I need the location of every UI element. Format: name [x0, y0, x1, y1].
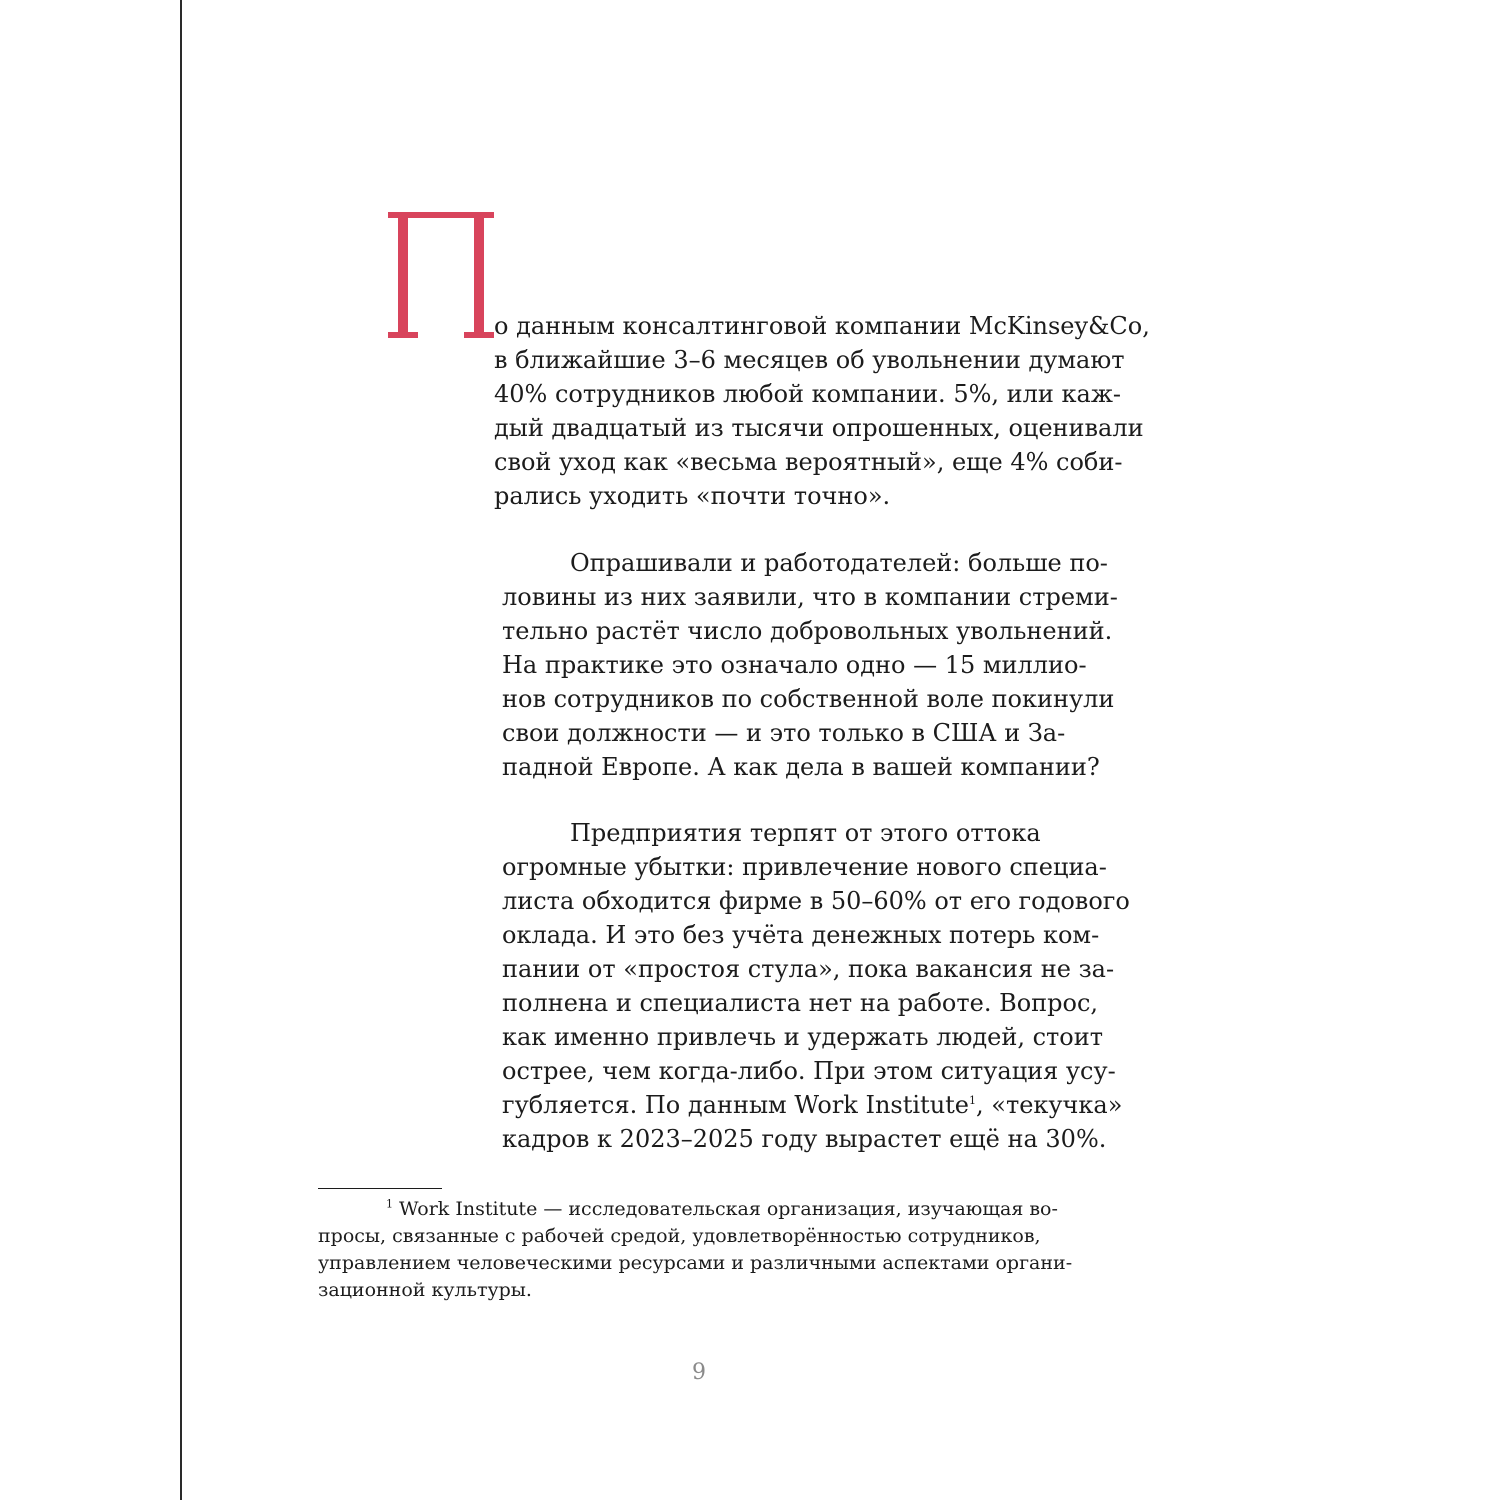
paragraph-3-line-9-tail: , «текучка» — [976, 1091, 1123, 1119]
paragraph-1-line-4: дый двадцатый из тысячи опрошенных, оценивали — [494, 414, 1144, 442]
paragraph-3-line-5: пании от «простоя стула», пока вакансия не за- — [502, 955, 1115, 983]
paragraph-3-line-1: Предприятия терпят от этого оттока — [570, 819, 1041, 847]
drop-cap-letter — [388, 212, 494, 338]
paragraph-2-line-6: свои должности — и это только в США и За- — [502, 719, 1066, 747]
paragraph-2-line-1: Опрашивали и работодателей: больше по- — [570, 549, 1108, 577]
paragraph-2-line-2: ловины из них заявили, что в компании стреми- — [502, 583, 1118, 611]
paragraph-1-line-5: свой уход как «весьма вероятный», еще 4% соби- — [494, 448, 1123, 476]
paragraph-3-line-8: острее, чем когда-либо. При этом ситуация усу- — [502, 1057, 1116, 1085]
paragraph-2-line-3: тельно растёт число добровольных увольнений. — [502, 617, 1113, 645]
footnote-line-1-text: Work Institute — исследовательская организация, изучающая во- — [399, 1198, 1058, 1220]
paragraph-3-line-9 — [502, 1088, 1123, 1122]
paragraph-3-line-2: огромные убытки: привлечение нового специа- — [502, 853, 1107, 881]
page-spine-line — [180, 0, 182, 1500]
footnote-separator — [318, 1188, 442, 1189]
footnote-line-3: управлением человеческими ресурсами и различными аспектами органи- — [318, 1252, 1073, 1274]
footnote-line-1 — [386, 1196, 1082, 1223]
paragraph-3-line-7: как именно привлечь и удержать людей, стоит — [502, 1023, 1104, 1051]
paragraph-1-line-3: 40% сотрудников любой компании. 5%, или каж- — [494, 380, 1122, 408]
paragraph-3-line-10: кадров к 2023–2025 году вырастет ещё на 30%. — [502, 1125, 1107, 1153]
footnote-line-4: зационной культуры. — [318, 1279, 532, 1301]
paragraph-1-line-2: в ближайшие 3–6 месяцев об увольнении думают — [494, 346, 1125, 374]
footnote-line-2: просы, связанные с рабочей средой, удовлетворённостью сотрудников, — [318, 1225, 1041, 1247]
paragraph-3-line-9-text: губляется. По данным Work Institute — [502, 1091, 969, 1119]
paragraph-2-line-5: нов сотрудников по собственной воле покинули — [502, 685, 1115, 713]
paragraph-3-line-3: листа обходится фирме в 50–60% от его годового — [502, 887, 1130, 915]
paragraph-1-line-6: рались уходить «почти точно». — [494, 482, 891, 510]
paragraph-2-line-4: На практике это означало одно — 15 миллио- — [502, 651, 1087, 679]
paragraph-2-line-7: падной Европе. А как дела в вашей компании? — [502, 753, 1100, 781]
paragraph-3-line-4: оклада. И это без учёта денежных потерь ком- — [502, 921, 1100, 949]
footnote-reference[interactable]: 1 — [969, 1094, 976, 1107]
paragraph-1-line-1: о данным консалтинговой компании McKinsey&Co, — [494, 312, 1150, 340]
footnote-marker: 1 — [386, 1197, 393, 1211]
page-number: 9 — [692, 1360, 706, 1385]
paragraph-3-line-6: полнена и специалиста нет на работе. Вопрос, — [502, 989, 1099, 1017]
